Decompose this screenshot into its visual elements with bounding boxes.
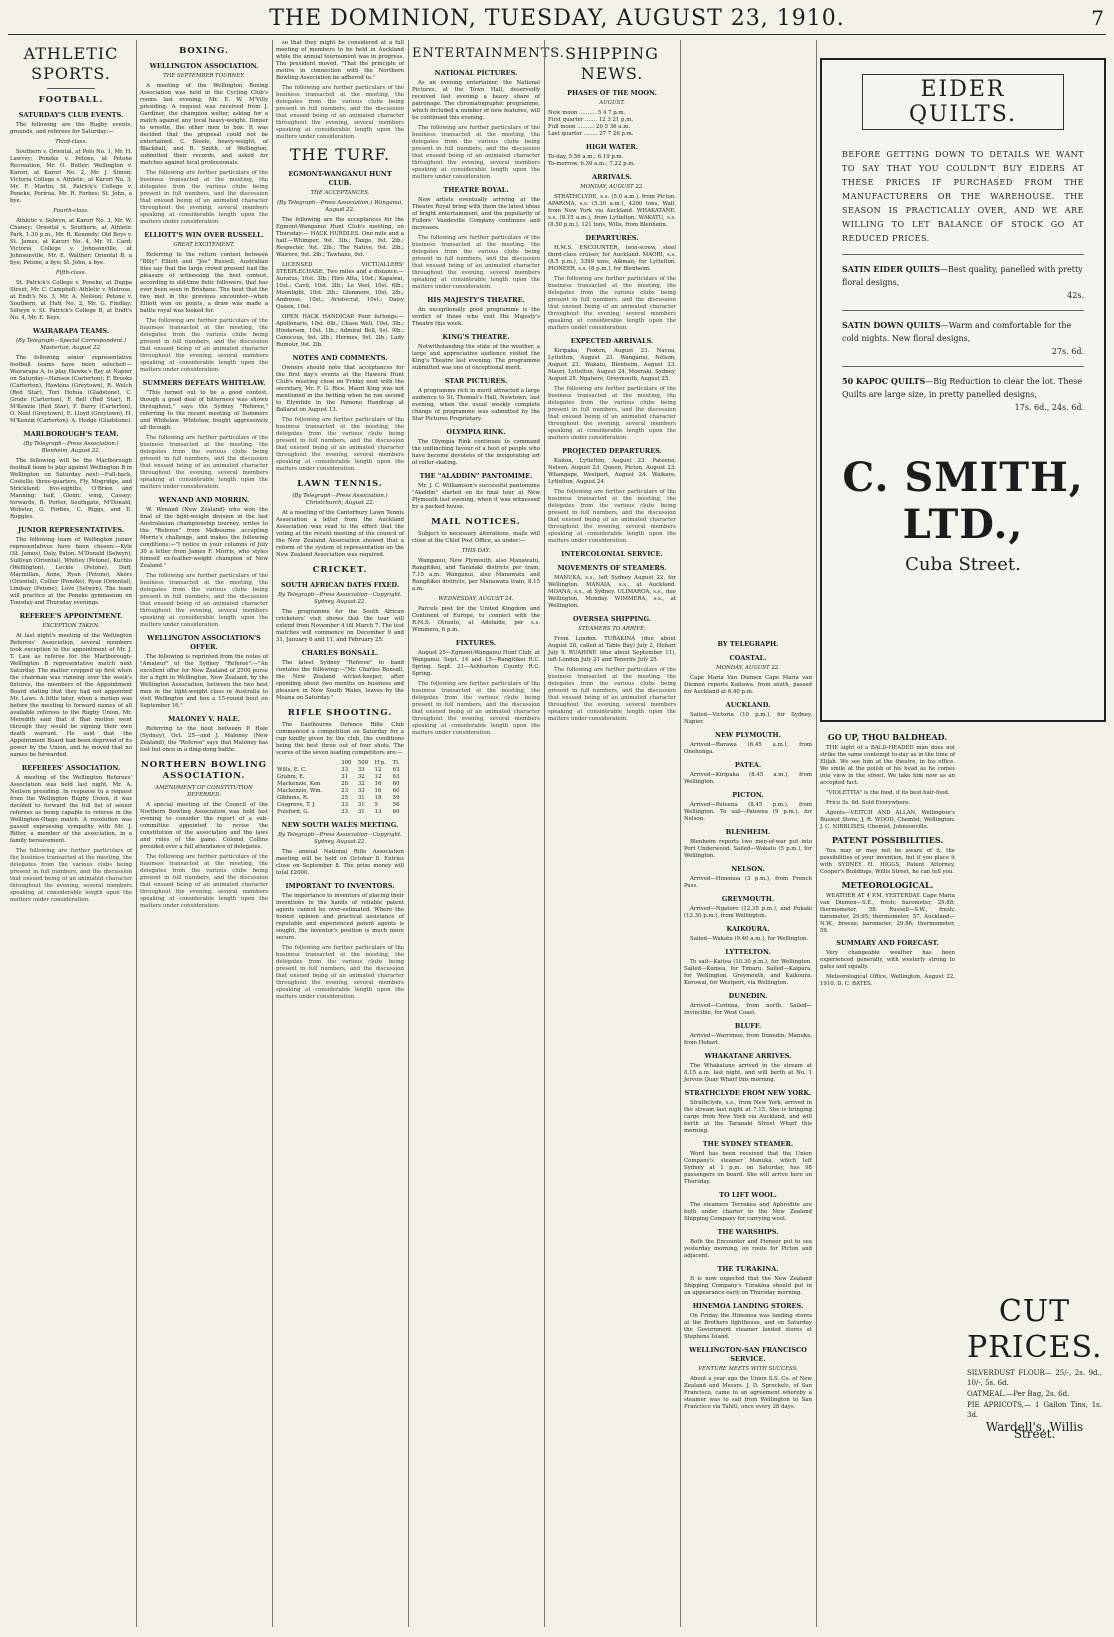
filler-text: The following are further particulars of the business transacted at the meeting, the delegates from the various clubs being present in full numbers, and the discussion that ensued being of an animated character throughout the evening, several members speaking at considerable length upon the matters under consideration. <box>276 945 404 1000</box>
turakina-text: It is now expected that the New Zealand Shipping Company's Turakina should put in an appearance early on Thursday morning. <box>684 1276 812 1296</box>
filler-text: The following are further particulars of the business transacted at the meeting, the delegates from the various clubs being present in full numbers, and the discussion that ensued being of an animated character throughout the evening, several members speaking at considerable length upon the matters under consideration. <box>548 276 676 331</box>
table-cell: 33 <box>357 767 365 773</box>
table-row <box>276 767 404 774</box>
table-header-cell <box>276 760 340 767</box>
wardell-brand: Wardell's, Willis Street. <box>985 1420 1084 1441</box>
masthead <box>0 0 1114 36</box>
sf-service-heading: WELLINGTON-SAN FRANCISCO SERVICE. <box>689 1346 807 1363</box>
table-cell: 32 <box>357 781 365 787</box>
inventors-heading: IMPORTANT TO INVENTORS. <box>285 882 395 890</box>
table-cell: 12 <box>374 767 382 773</box>
dunedin-text: Arrived—Corinna, from north. Sailed—Invincible, for West Coast. <box>684 1003 812 1016</box>
star-pictures-text: A programme rich in merit attracted a large audience to St. Thomas's Hall, Newtown, last evening, when the usual weekly complete change of programme was submitted by the Star Pictures Proprietary. <box>412 388 540 422</box>
elliott-heading: ELLIOTT'S WIN OVER RUSSELL. <box>144 231 264 239</box>
coastal-heading: COASTAL. <box>729 654 767 662</box>
wenand-heading: WENAND AND MORRIN. <box>158 496 250 504</box>
boxing-heading: BOXING. <box>179 46 229 56</box>
filler-text: The following are further particulars of the business transacted at the meeting, the delegates from the various clubs being present in full numbers, and the discussion that ensued being of an animated character throughout the evening, several members speaking at considerable length upon the matters under consideration. <box>276 417 404 472</box>
hinemoa-heading: HINEMOA LANDING STORES. <box>692 1302 804 1310</box>
bonsall-text: The latest Sydney "Referee" to hand contains the following:—"Mr. Charles Bonsall, the New Zealand wicket-keeper, after spending about two months on business and pleasure in New South Wales, leaves by the Moana on Saturday." <box>276 660 404 701</box>
column-rule <box>544 40 545 1627</box>
third-class-label: Third-class. <box>55 139 87 145</box>
silverdust-flour-line: SILVERDUST FLOUR— 25/-, 2s. 9d., 10/-, 5s. 6d. <box>967 1369 1102 1387</box>
this-day-text: Wanganui, New Plymouth, also Manawatu, Rangitikei, and Taranaki districts per train, 7.15 a.m. Wanganui, also Manawatu and Rangitikei districts, per Manawatu train, 8.15 a.m. <box>412 558 540 592</box>
rifle-scores-table <box>276 760 404 816</box>
kaikoura-text: Sailed—Wakatu (9.40 a.m.), for Wellington. <box>690 936 809 942</box>
table-cell: 31 <box>357 802 365 808</box>
baldhead-heading: GO UP, THOU BALDHEAD. <box>827 732 948 742</box>
aladdin-text: Mr. J. C. Williamson's successful pantomime "Aladdin" started on its final tour at New Plymouth last evening, when it was witnessed by a packed house. <box>412 483 540 510</box>
bonsall-heading: CHARLES BONSALL. <box>301 649 379 657</box>
oversea-sub: STEAMERS TO ARRIVE. <box>578 626 646 632</box>
satin-eider-desc: —Best quality, panelled with pretty floral designs, <box>842 265 1083 287</box>
star-pictures-heading: STAR PICTURES. <box>444 377 508 385</box>
warships-heading: THE WARSHIPS. <box>717 1228 779 1236</box>
steeplechase-text: LICENSED VICTUALLERS' STEEPLECHASE. Two miles and a distance.—Auratus, 10st. 3lb.; Hiro Atta, 10st.; Kapawai, 10st.; Cavil, 10st. 2lb.; Le Veel, 10st. 6lb.; Moonlight, 10st. 2lb.; Glenmore, 10st. 2lb.; Ambrose, 10st.; Aristocrat, 10st.; Daisy Queen, 10st. <box>276 262 404 310</box>
column-boxing <box>140 40 268 1627</box>
projected-departures-heading: PROJECTED DEPARTURES. <box>562 447 662 455</box>
divider <box>842 310 1084 311</box>
patea-text: Arrived—Kiripaka (8.45 a.m.), from Wellington. <box>684 772 812 785</box>
wairarapa-text: The following senior representative football teams have been selected:— Wairarapa A, to play Hawke's Bay at Napier on Saturday—Hansen (Carterton); F. Brooks (Carterton), Hawkins (Greytown), R. Welch (Red Star), Tori Hohua (Gladstone), C. Grode (Carterton), F. Bell (Red Star), R. M'Kenzie (Red Star), F. Barry (Carterton), O. Noel (Greytown), E. Lloyd (Greytown), H. M'Kenzie (Carterton), A. Hodge (Gladstone). <box>10 355 132 424</box>
warships-text: Both the Encounter and Pioneer put to sea yesterday morning, on route for Picton and adjacent. <box>684 1239 812 1259</box>
referee-heading: REFEREE'S APPOINTMENT. <box>19 612 123 620</box>
lawn-tennis-text: At a meeting of the Canterbury Lawn Tennis Association a letter from the Auckland Association was read to the effect that the voting at the recent meeting of the council of the New Zealand Association showed that a reform of the system of representation on the New Zealand Association was required. <box>276 510 404 558</box>
exception-heading: EXCEPTION TAKEN. <box>42 623 100 629</box>
nsw-heading: NEW SOUTH WALES MEETING. <box>281 821 399 829</box>
lift-wool-text: The steamers Terrakea and Aphrodite are both under charter to the New Zealand Shipping Company for carrying wool. <box>684 1202 812 1222</box>
acceptances-text: The following are the acceptances for the Egmont-Wanganui Hunt Club's meeting, on Thursday:— HACK HURDLES. One mile and a half.—Whimper, 9st. 3lb.; Tango, 9st. 2lb.; Respecter, 9st. 2lb.; The Native, 9st. 2lb.; Wairere, 9st. 2lb.; Tawhane, 9st. <box>276 217 404 258</box>
meteorological-text: WEATHER AT 4 P.M. YESTERDAY. Cape Maria van Diemen—S.E., fresh; barometer, 29.88; thermometer, 58. Russell—S.W., fresh; barometer, 29.95; thermometer, 57. Auckland—N.W., breeze; barometer, 29.86; thermometer, 59. <box>820 893 955 934</box>
table-cell: 31 <box>357 795 365 801</box>
saturday-heading: SATURDAY'S CLUB EVENTS. <box>18 111 124 119</box>
new-plymouth-text: Arrived—Rarawa (6.45 a.m.), from Onehunga. <box>684 742 812 755</box>
wellington-offer-text: The following is reprinted from the notes of "Amateur" of the Sydney "Referee":—"An excellent offer for New Zealand of 2500 purse for a fight in Wellington, New Zealand, by the Wellington Association, between the two best men in the light-weight class in Australia to visit Wellington and box a 15-round bout on September 16." <box>140 654 268 709</box>
hinemoa-text: On Friday the Hinemoa was landing stores at the Brothers lighthouse, and on Saturday the Government steamer landed stores at Stephens Island. <box>684 1313 812 1340</box>
table-cell: Wills, E. C. <box>277 767 307 773</box>
satin-down-item <box>842 319 1084 358</box>
wellington-offer-heading: WELLINGTON ASSOCIATION'S OFFER. <box>147 634 261 651</box>
september-tourney-text: A meeting of the Wellington Boxing Association was held in the Cycling Club's rooms last evening, Mr. E. W. M'Villy presiding. A request was received from J. Gardiner, the champion welter, asking for a match against any local heavy-weight. Dinner to wrestle, the other men to box. It was decided that the proposal could not be entertained. C. Steele, heavy-weight, of Blackball, and R. Smith, of Wellington, submitted their records, and asked for matches against local professionals. <box>140 83 268 166</box>
phases-heading: PHASES OF THE MOON. <box>567 89 657 97</box>
phases-row: First quarter ....... 12 3 21 p.m. <box>548 117 634 123</box>
table-cell: 16 <box>374 781 382 787</box>
oversea-text: From London. TURAKINA (due about August 28, called at Table Bay) July 2, Hobart July 9. RUAHINE (due about September 11), left London July 21 and Tenerife July 25. <box>548 636 676 663</box>
auckland-heading: AUCKLAND. <box>725 701 771 709</box>
dunedin-heading: DUNEDIN. <box>728 992 768 1000</box>
table-cell: 31 <box>357 809 365 815</box>
entertainments-heading: ENTERTAINMENTS. <box>412 46 565 61</box>
his-majesty-text: An exceptionally good programme is the verdict of those who visit His Majesty's Theatre this week. <box>412 307 540 327</box>
table-cell: 60 <box>392 788 400 794</box>
turakina-heading: THE TURAKINA. <box>717 1265 779 1273</box>
marlborough-sub: (By Telegraph—Press Association.) Blenheim, August 22. <box>23 441 119 454</box>
phases-row: Last quarter ........ 27 7 26 p.m. <box>548 131 634 137</box>
rifle-heading: RIFLE SHOOTING. <box>287 708 393 718</box>
maloney-heading: MALONEY V. HALE. <box>168 715 240 723</box>
table-cell: 63 <box>392 767 400 773</box>
masthead-rule <box>8 34 1106 35</box>
arrivals-text: STRATHCLYDE, s.s. (5.0 a.m.), from Picton. APARIMA, s.s. (5.30 a.m.), 4200 tons, Wall, from New York via Auckland. WHAKATANE, s.s. (8.15 a.m.), from Lyttelton. WAKATU, s.s. (8.50 p.m.), 121 tons, Wills, from Blenheim. <box>548 194 676 228</box>
baldhead-price: Price 3s. 6d. Sold Everywhere. <box>826 800 911 806</box>
summary-heading: SUMMARY AND FORECAST. <box>836 939 939 947</box>
olympia-text: The Olympia Rink continues to command the unflinching favour of a host of people who have become devotees of the invigorating art of roller-skating. <box>412 439 540 466</box>
kapoc-price: 17s. 6d., 24s. 6d. <box>1014 403 1084 412</box>
new-plymouth-heading: NEW PLYMOUTH. <box>715 731 781 739</box>
eider-quilts-title: EIDER QUILTS. <box>862 74 1064 130</box>
fourth-class-label: Fourth-class. <box>53 208 89 214</box>
divider <box>842 366 1084 367</box>
filler-text: The following are further particulars of the business transacted at the meeting, the delegates from the various clubs being present in full numbers, and the discussion that ensued being of an animated character throughout the evening, several members speaking at considerable length upon the matters under consideration. <box>412 125 540 180</box>
greymouth-heading: GREYMOUTH. <box>721 895 775 903</box>
saturday-intro: The following are the Rugby events, grounds, and referees for Saturday:— <box>10 122 132 135</box>
kapoc-desc: —Big Reduction to clear the lot. These Quilts are large size, in pretty panelled designs, <box>842 377 1083 399</box>
filler-text: The following are further particulars of the business transacted at the meeting, the delegates from the various clubs being present in full numbers, and the discussion that ensued being of an animated character throughout the evening, several members speaking at considerable length upon the matters under consideration. <box>412 681 540 736</box>
summary-signoff: Meteorological Office, Wellington, August 22, 1910. D. C. BATES. <box>820 974 955 987</box>
athletic-sports-heading: ATHLETIC SPORTS. <box>23 44 119 83</box>
fixtures-text: August 25—Egmont-Wanganui Hunt Club, at Wanganui. Sept. 14 and 15—Rangitikei R.C. Spring. Sept. 21—Ashburton County R.C. Spring. <box>412 650 540 677</box>
greymouth-text: Arrived—Ngatoro (12.35 p.m.), and Pukaki (12.30 p.m.), from Wellington. <box>684 906 812 919</box>
fifth-class-text: St. Patrick's College v. Poneke, at Duppa Street, Mr. C. Campbell; Athletic v. Melrose, at Endt's No. 3, Mr. A. Neilson; Petone v. Southern, at Hutt No. 2, Mr. G. Findlay; Selwyn v. St. Patrick's College B, at Endt's No. 4, Mr. E. Keys. <box>10 280 132 321</box>
table-cell: 13 <box>374 809 382 815</box>
september-tourney-heading: THE SEPTEMBER TOURNEY. <box>163 73 245 79</box>
column-rule <box>136 40 137 1627</box>
arrivals-heading: ARRIVALS. <box>592 173 632 181</box>
sa-dates-heading: SOUTH AFRICAN DATES FIXED. <box>280 581 400 589</box>
northern-bowling-sub: AMENDMENT OF CONSTITUTION DEFERRED. <box>155 785 253 798</box>
table-header-cell: 300 <box>341 760 352 766</box>
kings-theatre-heading: KING'S THEATRE. <box>442 333 510 341</box>
sydney-steamer-text: Word has been received that the Union Company's steamer Manuka, which left Sydney at 1 p.m. on Saturday, has 98 passengers on board. She will arrive here on Thursday. <box>684 1151 812 1185</box>
column-rule <box>816 40 817 1627</box>
wednesday-heading: WEDNESDAY, AUGUST 24. <box>438 596 514 602</box>
table-cell: 28 <box>341 781 349 787</box>
cuba-street: Cuba Street. <box>905 554 1021 575</box>
column-rule <box>408 40 409 1627</box>
table-header-cell: 500 <box>357 760 369 766</box>
maloney-text: Referring to the bout between P. Hale (Sydney), Oct. 25—and J. Maloney (New Zealand), the "Referee" says that Maloney has lost but once in a ding-dong battle. <box>140 726 268 753</box>
fixtures-heading: FIXTURES. <box>455 639 497 647</box>
kapoc-label: 50 KAPOC QUILTS <box>842 376 926 386</box>
table-cell: 23 <box>341 788 349 794</box>
telegraph-heading: BY TELEGRAPH. <box>717 640 779 648</box>
oversea-heading: OVERSEA SHIPPING. <box>572 615 652 623</box>
aladdin-heading: THE "ALADDIN" PANTOMIME. <box>419 472 533 480</box>
lawn-tennis-heading: LAWN TENNIS. <box>297 479 383 489</box>
referees-assoc-text: A meeting of the Wellington Referees' Association was held last night, Mr. A. Neilson presiding. In response to a request from the Wellington Rugby Union, it was decided to forward the full list of senior referees as being capable to referee in the Wellington-Otago match. A resolution was passed expressing sympathy with Mr. J. Ritter, a member of the association, in a family bereavement. <box>10 775 132 844</box>
rifle-text: The Eastbourne Defence Rifle Club commenced a competition on Saturday for a cup kindly given by the club, the conditions being the best three out of four shots. The scores of the seven leading competitors are:— <box>276 722 404 756</box>
blenheim-text: Blenheim reports two men-of-war put into Port Underwood. Sailed—Wakatu (5 p.m.), for Wellington. <box>684 839 812 859</box>
table-row <box>276 781 404 788</box>
sydney-steamer-heading: THE SYDNEY STEAMER. <box>702 1140 794 1148</box>
mail-notices-heading: MAIL NOTICES. <box>431 517 521 527</box>
table-row <box>276 809 404 816</box>
filler-text: The following are further particulars of the business transacted at the meeting, the delegates from the various clubs being present in full numbers, and the discussion that ensued being of an animated character throughout the evening, several members speaking at considerable length upon the matters under consideration. <box>140 573 268 628</box>
high-water-tomorrow: To-morrow, 6.30 a.m.; 7.22 p.m. <box>548 161 636 167</box>
filler-text: The following are further particulars of the business transacted at the meeting, the delegates from the various clubs being present in full numbers, and the discussion that ensued being of an animated character throughout the evening, several members speaking at considerable length upon the matters under consideration. <box>548 386 676 441</box>
departures-text: H.M.S. ENCOUNTER, twin-screw, steel third-class cruiser, for Auckland. MAORI, s.s. (8.5 p.m.), 3399 tons, Aikman, for Lyttelton. PIONEER, s.s. (8 p.m.), for Blenheim. <box>548 245 676 272</box>
sa-dates-text: The programme for the South African cricketers' visit shows that the tour will extend from November 4 till March 7. The test matches will commence on December 9 and 31, January 6 and 11, and February 25. <box>276 609 404 643</box>
kaikoura-heading: KAIKOURA. <box>726 925 770 933</box>
patent-heading: PATENT POSSIBILITIES. <box>831 835 944 845</box>
third-class-text: Southern v. Oriental, at Polo No. 1, Mr. H. Lawvey; Poneke v. Petone, at Petone Recreation, Mr. O. Butler; Wellington v. Karori, at Karori No. 2, Mr. J. Simon; Victoria College v. Athletic, at Karori No. 3, Mr. F. Martin; St. Patrick's College v. Poneke, Porirua, Mr. R. Forbes; St. John, a bye. <box>10 149 132 204</box>
table-cell: 16 <box>374 788 382 794</box>
baldhead-text-2: "VIOLETTIA" is the food, if its best hair-food. <box>826 790 950 796</box>
wednesday-text: Parcels post for the United Kingdom and Continent of Europe, to connect with the R.M.S. Otranto, at Adelaide, per s.s. Wimmera, 6 p.m. <box>412 606 540 633</box>
column-rule <box>680 40 681 1627</box>
departures-heading: DEPARTURES. <box>585 234 639 242</box>
table-header-cell: H'p. <box>374 760 386 766</box>
table-cell: 33 <box>341 767 349 773</box>
phases-month: AUGUST. <box>599 100 625 106</box>
baldhead-text: THE sight of a BALD-HEADED man does not strike the same contempt to-day as in the time of Elijah. We see him at the theatre, in his office. We smile at the polish of his head as he comes into view in the street. We take him now as an accepted fact. <box>820 745 955 786</box>
turf-heading: THE TURF. <box>289 145 391 164</box>
continued-text: so that they might be considered at a full meeting of members to be held in Auckland while the annual tournament was in progress. The president moved, "That the principle of motive in connection with the Northern Bowling Association be adhered to." <box>276 40 404 81</box>
satin-down-desc: —Warm and comfortable for the cold nights. New floral designs, <box>842 321 1072 343</box>
right-column-left <box>820 728 955 1627</box>
whakatane-text: The Whakatane arrived in the stream at 8.15 a.m. last night, and will berth at No. 1 Jervois Quay Wharf this morning. <box>684 1063 812 1083</box>
meteorological-heading: METEOROLOGICAL. <box>841 880 934 890</box>
high-water-today: To-day, 5.56 a.m.; 6.19 p.m. <box>548 154 624 160</box>
cut-prices-heading: CUT PRICES. <box>967 1294 1103 1365</box>
column-athletic-sports <box>10 40 132 1627</box>
wenand-text: W. Wenand (New Zealand) who won the final of the light-weight division in the last Australasian championship tourney, writes to the "Referee" from Melbourne accepting Morris's challenge, and makes the following conditions:—"I notice in your columns of July 30 a letter from James F. Morris, who styles himself ex-feather-weight champion of New Zealand." <box>140 507 268 569</box>
lyttelton-text: To sail—Kaitoa (10.30 p.m.), for Wellington. Sailed—Kumea, for Timaru. Sailed—Kaipara, for Wellington, Greymouth, and Kaikoura. Korowai, for Westport, via Wellington. <box>684 959 812 986</box>
table-cell: 18 <box>374 795 382 801</box>
bluff-heading: BLUFF. <box>734 1022 762 1030</box>
divider <box>47 88 96 89</box>
junior-text: The following team of Wellington junior representatives have been chosen:—Kyle (St. James), Daly, Paton, M'Donald (Selwyn), Sullivan (Oriental), Whitley (Petone), Kuchlo (Wellington), Leckie (Petone), Duff, Macmillan, Anne, Ryan (Petone), Akers (Oriental), Collier (Poneke), Ryan (Oriental), Lindsay (Petone), Love (Selwyn). The team will practice at the Poneke gymnasium on Tuesday and Thursday evenings. <box>10 537 132 606</box>
acceptances-sub: (By Telegraph—Press Association.) Wanganui, August 22. <box>277 200 403 213</box>
acceptances-heading: THE ACCEPTANCES. <box>310 190 370 196</box>
divider <box>842 254 1084 255</box>
phases-row: Full moon .......... 20 5 36 a.m. <box>548 124 631 130</box>
movements-heading: MOVEMENTS OF STEAMERS. <box>557 564 667 572</box>
page-number: 7 <box>1091 6 1104 30</box>
table-cell: 60 <box>392 809 400 815</box>
table-cell: Mackenzie, Ken <box>277 781 321 787</box>
blenheim-heading: BLENHEIM. <box>725 828 771 836</box>
whakatane-heading: WHAKATANE ARRIVES. <box>704 1052 792 1060</box>
sa-dates-sub: By Telegraph—Press Association—Copyright. Sydney, August 22. <box>278 592 402 605</box>
marlborough-heading: MARLBOROUGH'S TEAM. <box>23 430 119 438</box>
strathclyde-heading: STRATHCLYDE FROM NEW YORK. <box>684 1089 812 1097</box>
fourth-class-text: Athletic v. Selwyn, at Karori No. 3, Mr. W. Chaney; Oriental v. Southern, at Athletic Park, 1.30 p.m., Mr. R. Kennedy; Old Boys v. St. James, at Karori No. 4, Mr. H. Card; Victoria College v. Johnsonville, at Johnsonville, Mr. E. Walther; Oriental B, a bye; Petone, a bye; St. John, a bye. <box>10 218 132 266</box>
table-cell: Gibbons, R. <box>277 795 309 801</box>
picton-heading: PICTON. <box>732 791 764 799</box>
table-row <box>276 788 404 795</box>
column-telegraph <box>684 40 812 1627</box>
wellington-association-heading: WELLINGTON ASSOCIATION. <box>149 62 259 70</box>
column-turf <box>276 40 404 1627</box>
filler-text: The following are further particulars of the business transacted at the meeting, the delegates from the various clubs being present in full numbers, and the discussion that ensued being of an animated character throughout the evening, several members speaking at considerable length upon the matters under consideration. <box>140 318 268 373</box>
filler-text: The following are further particulars of the business transacted at the meeting, the delegates from the various clubs being present in full numbers, and the discussion that ensued being of an animated character throughout the evening, several members speaking at considerable length upon the matters under consideration. <box>10 848 132 903</box>
satin-eider-label: SATIN EIDER QUILTS <box>842 264 941 274</box>
nsw-sub: By Telegraph—Press Association—Copyright. Sydney, August 22. <box>278 832 402 845</box>
lawn-tennis-sub: (By Telegraph—Press Association.) Christchurch, August 22. <box>292 493 388 506</box>
kings-theatre-text: Notwithstanding the state of the weather, a large and appreciative audience visited the King's Theatre last evening. The programme submitted was one of exceptional merit. <box>412 344 540 371</box>
olympia-heading: OLYMPIA RINK. <box>446 428 506 436</box>
table-cell: Pulsford, G. <box>277 809 310 815</box>
table-header-row <box>276 760 404 767</box>
c-smith-brand: C. SMITH, LTD., <box>842 454 1084 548</box>
table-cell: 33 <box>341 802 349 808</box>
filler-text: The following are further particulars of the business transacted at the meeting, the delegates from the various clubs being present in full numbers, and the discussion that ensued being of an animated character throughout the evening, several members speaking at considerable length upon the matters under consideration. <box>140 170 268 225</box>
filler-text: The following are further particulars of the business transacted at the meeting, the delegates from the various clubs being present in full numbers, and the discussion that ensued being of an animated character throughout the evening, several members speaking at considerable length upon the matters under consideration. <box>548 667 676 722</box>
table-header-cell: Tl. <box>392 760 400 766</box>
table-cell: 31 <box>341 774 349 780</box>
table-cell: 59 <box>392 795 400 801</box>
theatre-royal-heading: THEATRE ROYAL. <box>443 186 509 194</box>
column-shipping <box>548 40 676 1627</box>
newspaper-title: THE DOMINION, TUESDAY, AUGUST 23, 1910. <box>269 6 845 31</box>
picton-text: Arrived—Pateena (8.45 p.m.), from Wellington. To sail—Pateena (9 p.m.), for Nelson. <box>684 802 812 822</box>
strathclyde-text: Strathclyde, s.s., from New York, arrived in the stream last night at 7.15. She is bringing cargo from New York via Auckland, and will berth at the Taranaki Street Wharf this morning. <box>684 1100 812 1134</box>
phases-row: New moon .......... 5 4 7 p.m. <box>548 110 626 116</box>
venture-text: About a year ago the Union S.S. Co. of New Zealand and Messrs. J. D. Spreckels, of San Francisco, came to an agreement whereby a steamer was to sail from Wellington to San Francisco via Tahiti, once every 28 days. <box>684 1376 812 1410</box>
nelson-heading: NELSON. <box>731 865 765 873</box>
rifle-table-body <box>276 767 404 816</box>
inventors-text: The importance to inventors of placing their inventions in the hands of reliable patent agents cannot be over-estimated. Where the honest opinion and practical assistance of reputable and experienced patent agents is sought, the inventor's position is much more secure. <box>276 893 404 941</box>
coastal-text: Cape Maria Van Diemen Cape Maria van Diemen reports Kaitawa, from south, passed for Auckland at 6.40 p.m. <box>684 675 812 695</box>
table-row <box>276 802 404 809</box>
lift-wool-heading: TO LIFT WOOL. <box>719 1191 777 1199</box>
satin-eider-item <box>842 263 1084 302</box>
satin-down-price: 27s. 6d. <box>1051 347 1084 356</box>
table-cell: 5 <box>374 802 378 808</box>
filler-text: The following are further particulars of the business transacted at the meeting, the delegates from the various clubs being present in full numbers, and the discussion that ensued being of an animated character throughout the evening, several members speaking at considerable length upon the matters under consideration. <box>548 489 676 544</box>
eider-quilts-advertisement <box>820 58 1106 722</box>
shipping-news-heading: SHIPPING NEWS. <box>565 44 659 83</box>
table-cell: 60 <box>392 781 400 787</box>
patea-heading: PATEA. <box>734 761 762 769</box>
projected-departures-text: Kaitoa, Lyttelton, August 23. Pateena, Nelson, August 23. Queen, Picton, August 23. Whangape, Westport, August 24. Waikare, Lyttelton, August 24. <box>548 458 676 485</box>
northern-bowling-heading: NORTHERN BOWLING ASSOCIATION. <box>141 760 267 781</box>
mail-intro: Subject to necessary alterations, mails will close at the Chief Post Office, as under:— <box>412 531 540 544</box>
notes-heading: NOTES AND COMMENTS. <box>292 354 388 362</box>
wairarapa-heading: WAIRARAPA TEAMS. <box>32 327 110 335</box>
table-cell: Cosgrove, T. J. <box>277 802 316 808</box>
kapoc-item <box>842 375 1084 414</box>
filler-text: The following are further particulars of the business transacted at the meeting, the delegates from the various clubs being present in full numbers, and the discussion that ensued being of an animated character throughout the evening, several members speaking at considerable length upon the matters under consideration. <box>412 235 540 290</box>
column-rule <box>272 40 273 1627</box>
baldhead-agents: Agents—VEITCH AND ALLAN, Wellington's Busiest Store; J. R. WOOD, Chemist, Wellington; J. C. NIBBLISES, Chemist, Johnsonville. <box>820 810 955 830</box>
satin-eider-price: 42s. <box>1067 291 1084 300</box>
arrivals-date: MONDAY, AUGUST 22. <box>580 184 644 190</box>
summers-heading: SUMMERS DEFEATS WHITELAW. <box>142 379 266 387</box>
venture-heading: VENTURE MEETS WITH SUCCESS. <box>698 1366 798 1372</box>
intercolonial-heading: INTERCOLONIAL SERVICE. <box>561 550 663 558</box>
eider-quilts-body: BEFORE GETTING DOWN TO DETAILS WE WANT TO SAY THAT YOU COULDN'T BUY EIDERS AT THESE PRICES IF PURCHASED FROM THE MANUFACTURERS OR THE WAREHOUSE. THE SEASON IS PRACTICALLY OVER, AND WE ARE WILLING TO LET BALANCE OF STOCK GO AT REDUCED PRICES. <box>842 150 1084 243</box>
table-cell: 56 <box>392 802 400 808</box>
satin-down-label: SATIN DOWN QUILTS <box>842 320 941 330</box>
table-cell: 63 <box>392 774 400 780</box>
egmont-heading: EGMONT-WANGANUI HUNT CLUB. <box>288 170 392 187</box>
referees-assoc-heading: REFEREES' ASSOCIATION. <box>21 764 121 772</box>
filler-text: The following are further particulars of the business transacted at the meeting, the delegates from the various clubs being present in full numbers, and the discussion that ensued being of an animated character throughout the evening, several members speaking at considerable length upon the matters under consideration. <box>140 854 268 909</box>
table-cell: 12 <box>374 774 382 780</box>
spacer <box>967 728 1102 1288</box>
northern-bowling-text: A special meeting of the Council of the Northern Bowling Association was held last evening to consider the report of a sub-committee appointed to revise the constitution of the association and the laws and rules of the game. Colonel Collins presided over a full attendance of delegates. <box>140 802 268 850</box>
expected-arrivals-text: Kiripaka, Foxton, August 23. Navua, Lyttelton, August 23. Wanganui, Nelson, August 23. Wakatu, Blenheim, August 23. Maori, Lyttelton, August 24. Moeraki, Sydney, August 25. Ngahere, Greymouth, August 25. <box>548 348 676 382</box>
column-entertainments <box>412 40 565 1627</box>
table-cell: Grahm, E. <box>277 774 305 780</box>
football-heading: FOOTBALL. <box>38 95 104 105</box>
table-cell: 33 <box>357 788 365 794</box>
expected-arrivals-heading: EXPECTED ARRIVALS. <box>570 337 654 345</box>
great-excitement-heading: GREAT EXCITEMENT. <box>173 242 235 248</box>
oatmeal-line: OATMEAL.—Per Bag, 2s. 6d. <box>967 1390 1070 1398</box>
summary-text: Very changeable weather has been experienced generally, with westerly strong to gales and squally. <box>820 950 955 970</box>
referee-text: At last night's meeting of the Wellington Referees' Association, several members took exception to the appointment of Mr. J. T. Law as referee for the Marlborough-Wellington B representative match next Saturday. The matter cropped up first when the chairman was running over the week's fixtures, the members of the Appointment Board stating that they had not appointed Mr. Laws. A little later, when a motion was before the meeting to forward names of all available referees to the Rugby Union, Mr. Meredith said that if that motion went through they would be signing their own death warrant. He said that the Appointment Board had been deprived of its power by the Union, and he moved that no names be forwarded. <box>10 633 132 758</box>
patent-text: You may or may not be aware of it, the possibilities of your invention, but if you place it with SYDNEY H. HIGGS, Patent Attorney, Cooper's Buildings, Willis Street, he can tell you. <box>820 848 955 875</box>
elliott-text: Referring to the return contest between "Billy" Elliott and "Joe" Russell, Australian files say that the large crowd present had the pleasure of witnessing the best contest, according to old-time fistic followers, that has ever been seen in Brisbane. The bout that the two met in the previous encounter—when Elliott won on points, a draw was made a battle royal was looked for. <box>140 252 268 314</box>
bluff-text: Arrived—Warrimoo, from Dunedin; Manuka, from Hobart. <box>684 1033 812 1046</box>
junior-heading: JUNIOR REPRESENTATIVES. <box>17 526 124 534</box>
nsw-text: The annual National Rifle Association meeting will be held on October 8. Entries close on September 8. The prize money will total £2000. <box>276 849 404 876</box>
this-day-heading: THIS DAY. <box>461 548 491 554</box>
table-cell: 32 <box>357 774 365 780</box>
table-cell: 33 <box>341 809 349 815</box>
high-water-heading: HIGH WATER. <box>585 143 639 151</box>
cricket-heading: CRICKET. <box>312 565 368 575</box>
table-row <box>276 774 404 781</box>
theatre-royal-text: New artists eventually arriving at the Theatre Royal bring with them the latest ideas of bright entertainment, and the popularity of Fullers' Vaudeville Company continues and increases. <box>412 197 540 231</box>
nelson-text: Arrived—Hinemoa (3 p.m.), from French Pass. <box>684 876 812 889</box>
right-columns <box>820 728 1102 1627</box>
summers-text: "This turned out to be a good contest, though a good deal of bitterness was shown throughout," says the Sydney "Referee," referring to the recent meeting of Summers and Whitelaw. Whitelaw, fought aggressively all through. <box>140 390 268 431</box>
lyttelton-heading: LYTTELTON. <box>725 948 771 956</box>
table-row <box>276 795 404 802</box>
national-pictures-text: As an evening entertainer, the National Pictures, at the Town Hall, deservedly received last evening a heavy share of patronage. The chromatographic programme, which included a number of new features, will be continued this evening. <box>412 80 540 121</box>
notes-text: Owners should note that acceptances for the first day's events at the Hawera Hunt Club's meeting close on Friday next with the secretary, Mr. F. G. Rice. Maori King was not mentioned in the betting when he ran second to Elymtide in the Pamono Handicap at Ballarat on August 13. <box>276 365 404 413</box>
wairarapa-sub: (By Telegraph—Special Correspondent.) Masterton, August 22. <box>15 338 127 351</box>
table-cell: 25 <box>341 795 349 801</box>
movements-text: MANUKA, s.s., left Sydney August 22, for Wellington. MANAIA, s.s., at Auckland. MOANA, s.s., at Sydney. ULIMAROA, s.s., due Wellington, Monday. WIMMERA, s.s., at Wellington. <box>548 575 676 609</box>
right-column-right <box>967 728 1102 1627</box>
fifth-class-label: Fifth-class. <box>55 270 87 276</box>
coastal-date: MONDAY, AUGUST 22. <box>716 665 780 671</box>
marlborough-text: The following will be the Marlborough football team to play against Wellington B in Wellington on Saturday next:—Full-back, Costello; three-quarters, Fly, Mogridge, and Strickland; five-eighths, O'Brien and Manning; half, Glenn; wing, Cassey; forwards, B. Porter, Southgate, M'Donald, Webster, G. Forbes, C. Riggs, and E. Ruggles. <box>10 458 132 520</box>
pie-apricots-line: PIE APRICOTS,— 1 Gallon Tins, 1s. 3d. <box>967 1401 1102 1419</box>
table-cell: Mackenzie, Wm. <box>277 788 323 794</box>
filler-text: The following are further particulars of the business transacted at the meeting, the delegates from the various clubs being present in full numbers, and the discussion that ensued being of an animated character throughout the evening, several members speaking at considerable length upon the matters under consideration. <box>140 435 268 490</box>
auckland-text: Sailed—Victoria (10 p.m.), for Sydney. Napier. <box>684 712 812 725</box>
his-majesty-heading: HIS MAJESTY'S THEATRE. <box>427 296 525 304</box>
open-hack-text: OPEN HACK HANDICAP. Four furlongs.—Apollonaris, 10st. 6lb.; Chase Well, 10st. 3lb.; Hinderson, 10st. 1lb.; Admiral Bell, 9st. 9lb.; Canocous, 9st. 2lb.; Hermes, 9st. 2lb.; Lady Rumour, 9st. 2lb. <box>276 314 404 348</box>
filler-text: The following are further particulars of the business transacted at the meeting, the delegates from the various clubs being present in full numbers, and the discussion that ensued being of an animated character throughout the evening, several members speaking at considerable length upon the matters under consideration. <box>276 85 404 140</box>
national-pictures-heading: NATIONAL PICTURES. <box>434 69 518 77</box>
